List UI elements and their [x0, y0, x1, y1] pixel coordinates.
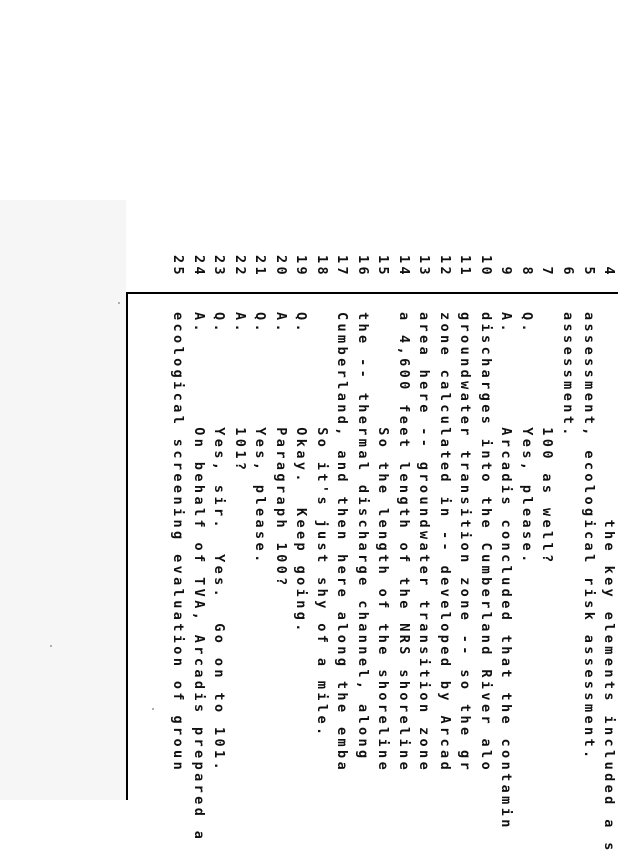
line-number: 11 — [457, 254, 473, 278]
line-number: 7 — [539, 266, 555, 278]
line-text: Q. Okay. Keep going. — [293, 312, 309, 635]
line-text: discharges into the Cumberland River alo — [478, 312, 494, 774]
line-text: Q. Yes, please. — [252, 312, 268, 566]
line-number: 10 — [478, 254, 494, 278]
blank-margin-top — [0, 0, 618, 200]
line-number: 17 — [334, 254, 350, 278]
line-number: 22 — [232, 254, 248, 278]
line-text: the key elements included a s — [601, 312, 617, 854]
line-text: the -- thermal discharge channel, along — [355, 312, 371, 762]
line-number: 14 — [396, 254, 412, 278]
line-text: zone calculated in -- developed by Arcad — [437, 312, 453, 774]
line-text: groundwater transition zone -- so the gr — [457, 312, 473, 774]
line-text: So it's just shy of a mile. — [314, 312, 330, 739]
line-number: 21 — [252, 254, 268, 278]
line-number: 5 — [581, 266, 597, 278]
line-number: 12 — [437, 254, 453, 278]
line-text: A. Arcadis concluded that the contamin — [498, 312, 514, 831]
line-text: a 4,600 feet length of the NRS shoreline — [396, 312, 412, 774]
line-number: 18 — [314, 254, 330, 278]
line-number: 24 — [191, 254, 207, 278]
line-text: So the length of the shoreline — [375, 312, 391, 774]
line-number: 19 — [293, 254, 309, 278]
line-number: 23 — [211, 254, 227, 278]
line-number: 20 — [273, 254, 289, 278]
line-text: Cumberland, and then here along the emba — [334, 312, 350, 774]
line-number: 6 — [560, 266, 576, 278]
line-text: A. Paragraph 100? — [273, 312, 289, 589]
transcript-page — [126, 254, 618, 854]
line-text: ecological screening evaluation of groun — [170, 312, 186, 774]
line-number: 13 — [416, 254, 432, 278]
line-text: 100 as well? — [539, 312, 555, 566]
line-text: A. On behalf of TVA, Arcadis prepared a — [191, 312, 207, 843]
line-number: 15 — [375, 254, 391, 278]
line-text: Q. Yes, sir. Yes. Go on to 101. — [211, 312, 227, 774]
page-left-margin — [0, 200, 126, 800]
line-number: 25 — [170, 254, 186, 278]
line-number: 4 — [601, 266, 617, 278]
line-text: area here -- groundwater transition zone — [416, 312, 432, 774]
line-text: A. 101? — [232, 312, 248, 474]
line-number: 16 — [355, 254, 371, 278]
line-text: assessment, ecological risk assessment. — [581, 312, 597, 762]
scan-speck — [50, 645, 52, 647]
scan-speck — [118, 302, 120, 304]
line-number: 8 — [519, 266, 535, 278]
line-text: Q. Yes, please. — [519, 312, 535, 566]
line-text: assessment. — [560, 312, 576, 439]
line-number: 9 — [498, 266, 514, 278]
